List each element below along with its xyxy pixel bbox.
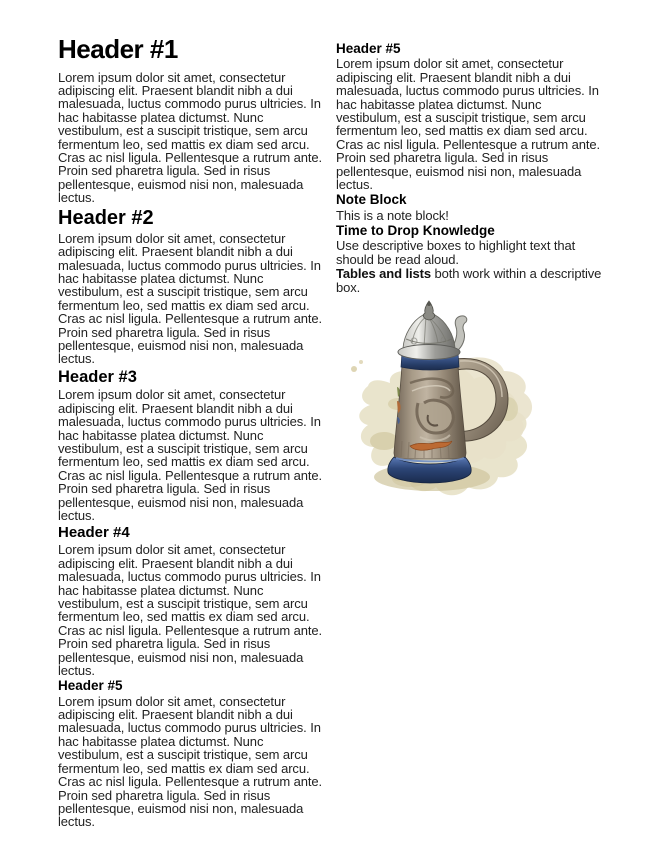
section-3-heading: Header #3 bbox=[58, 367, 137, 386]
section-2 bbox=[58, 208, 324, 366]
left-column bbox=[58, 36, 324, 830]
beer-stein-svg bbox=[340, 291, 610, 511]
note-block bbox=[336, 193, 602, 222]
note-block-text: This is a note block! bbox=[336, 207, 449, 223]
section-1-body: Lorem ipsum dolor sit amet, consectetur adipiscing elit. Praesent blandit nibh a dui malesuada, luctus commodo purus ultricies. In hac habitasse platea dictumst. Nunc vestibulum, est a suscipit tristique, sem arcu fermentum leo, sed mattis ex diam sed arcu. Cras ac nisl ligula. Pellentesque a rutrum ante. Proin sed pharetra ligula. Sed in risus pellentesque, euismod nisi non, malesuada lectus. bbox=[58, 69, 323, 206]
section-1-heading: Header #1 bbox=[58, 34, 178, 64]
section-6 bbox=[336, 42, 602, 191]
tables-and-lists-line bbox=[336, 267, 602, 294]
section-1 bbox=[58, 36, 324, 205]
section-5-body: Lorem ipsum dolor sit amet, consectetur adipiscing elit. Praesent blandit nibh a dui malesuada, luctus commodo purus ultricies. In hac habitasse platea dictumst. Nunc vestibulum, est a suscipit tristique, sem arcu fermentum leo, sed mattis ex diam sed arcu. Cras ac nisl ligula. Pellentesque a rutrum ante. Proin sed pharetra ligula. Sed in risus pellentesque, euismod nisi non, malesuada lectus. bbox=[58, 693, 323, 830]
note-block-heading: Note Block bbox=[336, 192, 407, 208]
beer-stein-illustration bbox=[340, 291, 610, 511]
tables-and-lists-bold: Tables and lists bbox=[336, 266, 431, 282]
section-4-heading: Header #4 bbox=[58, 524, 130, 542]
stein-base bbox=[388, 457, 471, 483]
section-2-heading: Header #2 bbox=[58, 206, 154, 229]
knowledge-text: Use descriptive boxes to highlight text that should be read aloud. bbox=[336, 238, 576, 267]
knowledge-block bbox=[336, 224, 602, 294]
section-2-body: Lorem ipsum dolor sit amet, consectetur adipiscing elit. Praesent blandit nibh a dui malesuada, luctus commodo purus ultricies. In hac habitasse platea dictumst. Nunc vestibulum, est a suscipit tristique, sem arcu fermentum leo, sed mattis ex diam sed arcu. Cras ac nisl ligula. Pellentesque a rutrum ante. Proin sed pharetra ligula. Sed in risus pellentesque, euismod nisi non, malesuada lectus. bbox=[58, 230, 323, 367]
section-6-body: Lorem ipsum dolor sit amet, consectetur adipiscing elit. Praesent blandit nibh a dui malesuada, luctus commodo purus ultricies. In hac habitasse platea dictumst. Nunc vestibulum, est a suscipit tristique, sem arcu fermentum leo, sed mattis ex diam sed arcu. Cras ac nisl ligula. Pellentesque a rutrum ante. Proin sed pharetra ligula. Sed in risus pellentesque, euismod nisi non, malesuada lectus. bbox=[336, 56, 601, 192]
section-3-body: Lorem ipsum dolor sit amet, consectetur adipiscing elit. Praesent blandit nibh a dui malesuada, luctus commodo purus ultricies. In hac habitasse platea dictumst. Nunc vestibulum, est a suscipit tristique, sem arcu fermentum leo, sed mattis ex diam sed arcu. Cras ac nisl ligula. Pellentesque a rutrum ante. Proin sed pharetra ligula. Sed in risus pellentesque, euismod nisi non, malesuada lectus. bbox=[58, 387, 323, 523]
stein-body bbox=[394, 365, 466, 459]
section-3 bbox=[58, 369, 324, 523]
section-4-body: Lorem ipsum dolor sit amet, consectetur adipiscing elit. Praesent blandit nibh a dui malesuada, luctus commodo purus ultricies. In hac habitasse platea dictumst. Nunc vestibulum, est a suscipit tristique, sem arcu fermentum leo, sed mattis ex diam sed arcu. Cras ac nisl ligula. Pellentesque a rutrum ante. Proin sed pharetra ligula. Sed in risus pellentesque, euismod nisi non, malesuada lectus. bbox=[58, 542, 323, 678]
section-4 bbox=[58, 525, 324, 677]
tables-and-lists-rest: both work within a descriptive box. bbox=[336, 266, 602, 295]
section-5 bbox=[58, 679, 324, 828]
stein-lid bbox=[398, 301, 467, 360]
right-column bbox=[336, 40, 602, 295]
section-6-heading: Header #5 bbox=[336, 41, 401, 56]
section-5-heading: Header #5 bbox=[58, 678, 123, 694]
knowledge-heading: Time to Drop Knowledge bbox=[336, 223, 495, 239]
